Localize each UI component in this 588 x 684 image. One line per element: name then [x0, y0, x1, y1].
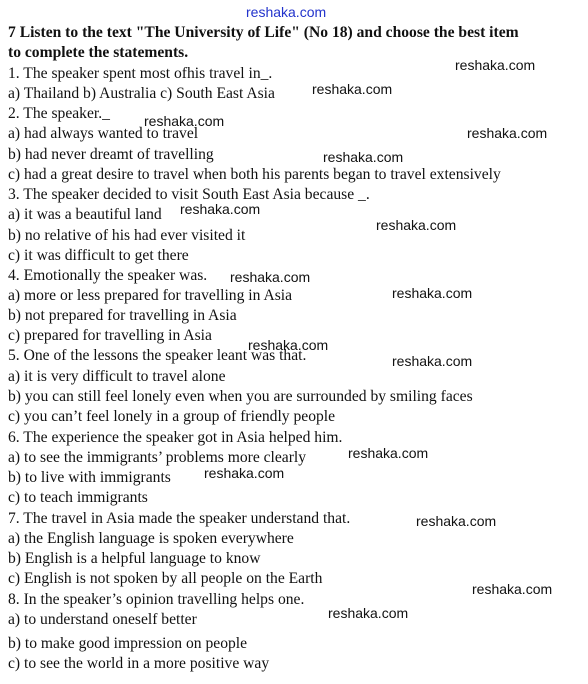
question-8-option-b: b) to make good impression on people	[8, 635, 248, 652]
question-2-option-c: c) had a great desire to travel when both his parents began to travel extensively	[8, 166, 501, 183]
watermark: reshaka.com	[312, 81, 393, 97]
question-2-prompt: 2. The speaker._	[8, 105, 110, 122]
watermark: reshaka.com	[376, 217, 457, 233]
question-7-option-a: a) the English language is spoken everywhere	[8, 530, 294, 547]
question-5-prompt: 5. One of the lessons the speaker leant was that.	[8, 347, 307, 364]
watermark: reshaka.com	[348, 445, 429, 461]
question-8-option-a: a) to understand oneself better	[8, 611, 197, 628]
watermark: reshaka.com	[455, 57, 536, 73]
question-5-option-b: b) you can still feel lonely even when you are surrounded by smiling faces	[8, 388, 473, 405]
question-3-option-a: a) it was a beautiful land	[8, 206, 162, 223]
question-7-prompt: 7. The travel in Asia made the speaker understand that.	[8, 510, 351, 527]
question-6-option-b: b) to live with immigrants	[8, 469, 171, 486]
watermark: reshaka.com	[472, 581, 553, 597]
question-8-option-c: c) to see the world in a more positive way	[8, 655, 270, 672]
question-6-option-a: a) to see the immigrants’ problems more clearly	[8, 449, 307, 466]
watermark: reshaka.com	[230, 269, 311, 285]
watermark: reshaka.com	[392, 285, 473, 301]
question-1-options: a) Thailand b) Australia c) South East Asia	[8, 85, 275, 102]
question-5-option-a: a) it is very difficult to travel alone	[8, 368, 226, 385]
watermark: reshaka.com	[467, 125, 548, 141]
watermark: reshaka.com	[416, 513, 497, 529]
question-4-option-c: c) prepared for travelling in Asia	[8, 327, 212, 344]
question-4-option-a: a) more or less prepared for travelling in Asia	[8, 287, 293, 304]
question-4-prompt: 4. Emotionally the speaker was.	[8, 267, 208, 284]
question-7-option-b: b) English is a helpful language to know	[8, 550, 261, 567]
question-4-option-b: b) not prepared for travelling in Asia	[8, 307, 237, 324]
exercise-heading-line-1: 7 Listen to the text "The University of Life" (No 18) and choose the best item	[8, 24, 519, 41]
question-3-option-b: b) no relative of his had ever visited it	[8, 227, 246, 244]
exercise-heading-line-2: to complete the statements.	[8, 44, 189, 61]
watermark: reshaka.com	[204, 465, 285, 481]
question-5-option-c: c) you can’t feel lonely in a group of friendly people	[8, 408, 336, 425]
watermark: reshaka.com	[180, 201, 261, 217]
question-6-prompt: 6. The experience the speaker got in Asia helped him.	[8, 429, 343, 446]
watermark-top: reshaka.com	[246, 4, 327, 20]
watermark: reshaka.com	[323, 149, 404, 165]
watermark: reshaka.com	[144, 113, 225, 129]
question-2-option-b: b) had never dreamt of travelling	[8, 146, 214, 163]
watermark: reshaka.com	[392, 353, 473, 369]
question-3-option-c: c) it was difficult to get there	[8, 247, 189, 264]
question-3-prompt: 3. The speaker decided to visit South East Asia because _.	[8, 186, 370, 203]
watermark: reshaka.com	[328, 605, 409, 621]
question-2-option-a: a) had always wanted to travel	[8, 125, 199, 142]
watermark: reshaka.com	[248, 337, 329, 353]
question-7-option-c: c) English is not spoken by all people on the Earth	[8, 570, 323, 587]
question-1-prompt: 1. The speaker spent most ofhis travel in_.	[8, 65, 273, 82]
question-8-prompt: 8. In the speaker’s opinion travelling helps one.	[8, 591, 305, 608]
question-6-option-c: c) to teach immigrants	[8, 489, 148, 506]
